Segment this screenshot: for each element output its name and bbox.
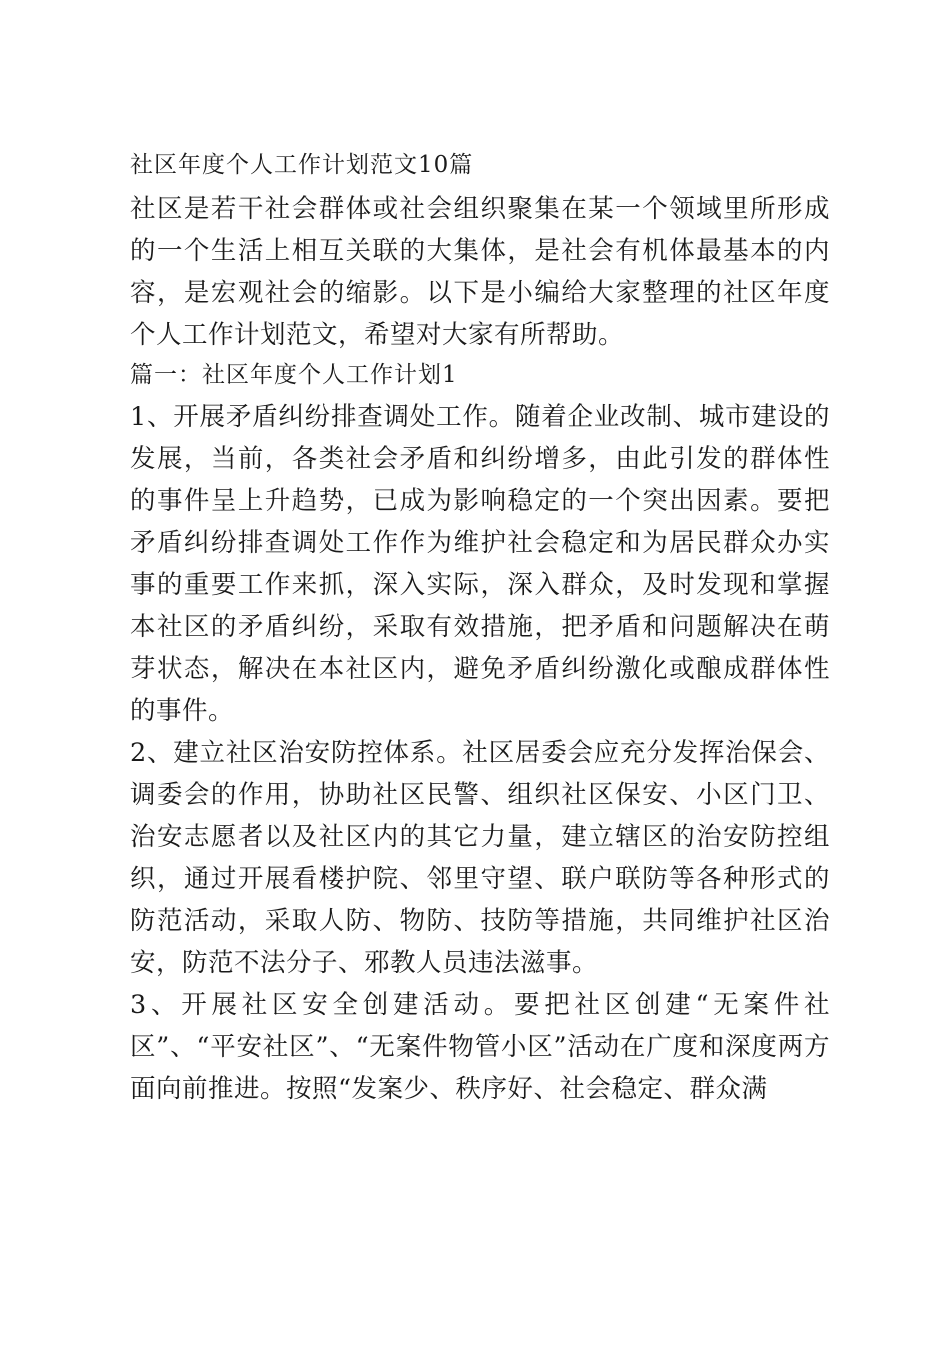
paragraph-item-3: 3、开展社区安全创建活动。要把社区创建“无案件社区”、“平安社区”、“无案件物管小区”活动在广度和深度两方面向前推进。按照“发案少、秩序好、社会稳定、群众满 — [130, 990, 830, 1104]
paragraph-item-1: 1、开展矛盾纠纷排查调处工作。随着企业改制、城市建设的发展，当前，各类社会矛盾和纠纷增多，由此引发的群体性的事件呈上升趋势，已成为影响稳定的一个突出因素。要把矛盾纠纷排查调处工作作为维护社会稳定和为居民群众办实事的重要工作来抓，深入实际，深入群众，及时发现和掌握本社区的矛盾纠纷，采取有效措施，把矛盾和问题解决在萌芽状态，解决在本社区内，避免矛盾纠纷激化或酿成群体性的事件。 — [130, 402, 830, 726]
intro-paragraph: 社区是若干社会群体或社会组织聚集在某一个领域里所形成的一个生活上相互关联的大集体，是社会有机体最基本的内容，是宏观社会的缩影。以下是小编给大家整理的社区年度个人工作计划范文，希望对大家有所帮助。 — [130, 194, 830, 350]
paragraph-item-2: 2、建立社区治安防控体系。社区居委会应充分发挥治保会、调委会的作用，协助社区民警、组织社区保安、小区门卫、治安志愿者以及社区内的其它力量，建立辖区的治安防控组织，通过开展看楼护院、邻里守望、联户联防等各种形式的防范活动，采取人防、物防、技防等措施，共同维护社区治安，防范不法分子、邪教人员违法滋事。 — [130, 738, 830, 978]
section-heading: 篇一：社区年度个人工作计划1 — [130, 362, 458, 388]
document-title: 社区年度个人工作计划范文10篇 — [130, 152, 474, 178]
document-page — [130, 150, 830, 1110]
